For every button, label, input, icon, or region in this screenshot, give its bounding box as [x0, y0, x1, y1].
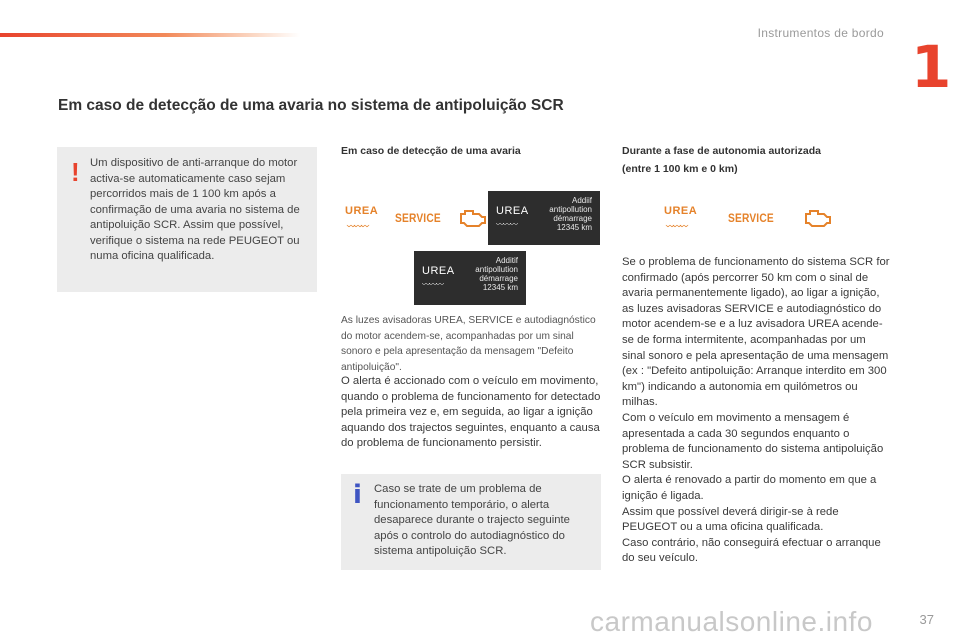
urea-warning-icon: UREA 〰〰〰: [664, 205, 698, 231]
info-text: Caso se trate de um problema de funcionamento temporário, o alerta desaparece durante o trajecto seguinte após o controlo do autodiagnóstico do sistema antipoluição SCR.: [374, 483, 570, 558]
display-panel-top: [488, 191, 600, 245]
page-number: 37: [919, 612, 934, 627]
indicator-caption: As luzes avisadoras UREA, SERVICE e autodiagnóstico do motor acendem-se, acompanhadas por um sinal sonoro e pela apresentação da mensagem "Defeito antipoluição".: [341, 315, 596, 373]
right-indicator-row: [664, 205, 832, 231]
middle-body-text: O alerta é accionado com o veículo em movimento, quando o problema de funcionamento for detectado pela primeira vez e, em seguida, ao ligar a ignição aquando dos trajectos seguintes, enquanto a causa do problema de funcionamento persistir.: [341, 375, 601, 450]
urea-label: UREA: [664, 205, 698, 217]
right-section-title-line1: Durante a fase de autonomia autorizada: [622, 145, 821, 157]
engine-check-icon: [802, 206, 832, 230]
right-section-title-line2: (entre 1 100 km e 0 km): [622, 163, 738, 175]
panel-message-top: Addiif antipollution démarrage 12345 km: [549, 196, 592, 232]
right-body-text: Se o problema de funcionamento do sistema SCR for confirmado (após percorrer 50 km com o sinal de avaria permanentemente ligado), ao ligar a ignição, as luzes avisadoras SERVICE e autodiagnóstico do motor acendem-se e a luz avisadora UREA acende-se de forma intermitente, acompanhadas por um sinal sonoro e pela apresentação de uma mensagem (ex : "Defeito antipoluição: Arranque interdito em 300 km") indicando a autonomia em quilómetros ou milhas. Com o veículo em movimento a mensagem é apresentada a cada 30 segundos enquanto o problema de funcionamento do sistema antipoluição SCR subsistir. O alerta é renovado a partir do momento em que a ignição é ligada. Assim que possível deverá dirigir-se à rede PEUGEOT ou a uma oficina qualificada. Caso contrário, não conseguirá efectuar o arranque do seu veículo.: [622, 256, 890, 565]
urea-label: UREA: [345, 205, 379, 217]
urea-warning-icon: UREA 〰〰〰: [345, 205, 379, 231]
service-warning-icon: SERVICE: [728, 211, 774, 225]
info-box: [341, 474, 601, 570]
display-panel-bottom: [414, 251, 526, 305]
middle-indicator-row: [345, 205, 487, 231]
header-accent-bar: [0, 33, 300, 37]
watermark: carmanualsonline.info: [590, 606, 873, 637]
chapter-number: 1: [911, 33, 952, 101]
middle-section-title: Em caso de detecção de uma avaria: [341, 145, 521, 157]
warning-box: [57, 147, 317, 292]
service-warning-icon: SERVICE: [395, 211, 441, 225]
info-icon: i: [353, 480, 362, 510]
exclamation-icon: !: [71, 157, 80, 187]
panel-urea-bottom: UREA 〰〰〰: [422, 265, 455, 289]
chapter-title: Instrumentos de bordo: [757, 26, 884, 40]
warning-text: Um dispositivo de anti-arranque do motor activa-se automaticamente caso sejam percorridos mais de 1 100 km após a confirmação de uma avaria no sistema de antipoluição SCR. Assim que possível, verifique o sistema na rede PEUGEOT ou numa oficina qualificada.: [90, 157, 300, 262]
panel-message-bottom: Additif antipollution démarrage 12345 km: [475, 256, 518, 292]
panel-urea-top: UREA 〰〰〰: [496, 205, 529, 229]
engine-check-icon: [457, 206, 487, 230]
page-title: Em caso de detecção de uma avaria no sistema de antipoluição SCR: [58, 97, 564, 114]
